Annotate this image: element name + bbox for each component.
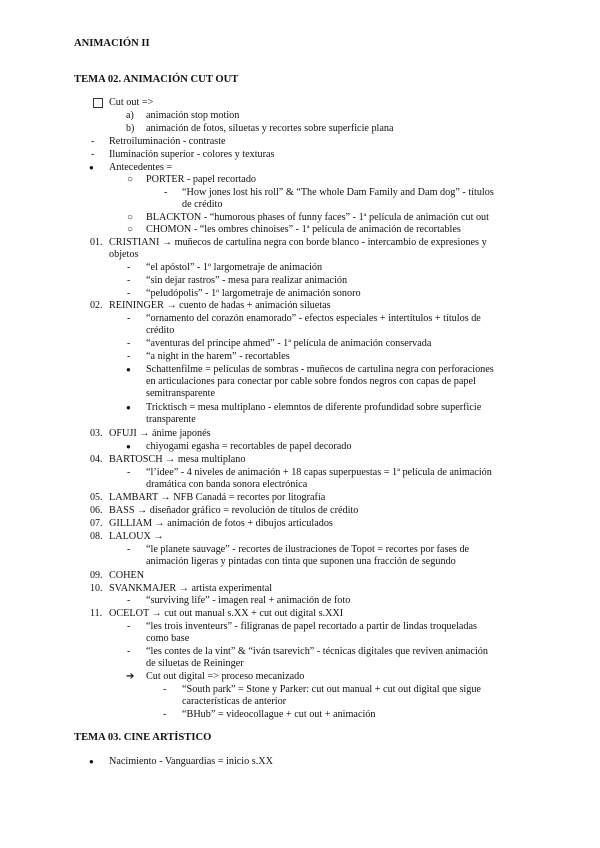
dash-icon: - [127, 313, 131, 324]
list-marker: 09. [90, 570, 103, 581]
dash-icon: - [127, 351, 131, 362]
dash-icon: - [164, 187, 168, 198]
item-text: “South park” = Stone y Parker: cut out manual + cut out digital que sigue [182, 684, 481, 695]
list-marker: 08. [90, 531, 103, 542]
dash-icon: - [127, 467, 131, 478]
item-text: “les contes de la vint” & “iván tsarevich” - técnicas digitales que reviven animación [146, 646, 488, 657]
bullet-icon: ● [89, 757, 94, 766]
item-text: REININGER → cuento de hadas + animación siluetas [109, 300, 331, 311]
item-text: Cut out digital => proceso mecanizado [146, 671, 305, 682]
list-marker: a) [126, 110, 134, 121]
dash-icon: - [127, 262, 131, 273]
dash-icon: - [127, 621, 131, 632]
list-marker: 05. [90, 492, 103, 503]
item-text: Iluminación superior - colores y texturas [109, 149, 275, 160]
dash-icon: - [163, 684, 167, 695]
item-text: GILLIAM → animación de fotos + dibujos articulados [109, 518, 333, 529]
item-text: PORTER - papel recortado [146, 174, 257, 185]
item-text: animación stop motion [146, 110, 240, 121]
item-text: Schattenfilme = películas de sombras - muñecos de cartulina negra con perforaciones [146, 364, 494, 375]
arrow-bullet-icon: ➔ [126, 671, 135, 682]
item-text: de siluetas de Reininger [146, 658, 244, 669]
bullet-icon: ● [89, 163, 94, 172]
item-text: animación de fotos, siluetas y recortes sobre superficie plana [146, 123, 394, 134]
item-text: “aventuras del príncipe ahmed” - 1ª película de animación conservada [146, 338, 432, 349]
circle-bullet-icon: ○ [127, 212, 134, 223]
checkbox-icon[interactable] [93, 98, 103, 108]
list-marker: 11. [90, 608, 103, 619]
item-text: COHEN [109, 570, 145, 581]
bullet-icon: ● [126, 442, 131, 451]
list-marker: 03. [90, 428, 103, 439]
list-marker: 10. [90, 583, 103, 594]
list-marker: 02. [90, 300, 103, 311]
dash-icon: - [127, 275, 131, 286]
item-text: como base [146, 633, 190, 644]
item-text: BLACKTON - “humorous phases of funny faces” - 1ª película de animación cut out [146, 212, 489, 223]
dash-icon: - [127, 595, 131, 606]
item-text: LALOUX → [109, 531, 164, 542]
item-text: animación ligeras y pintadas con tinta que suponen una fracción de segundo [146, 556, 456, 567]
item-text: CRISTIANI → muñecos de cartulina negra con borde blanco - intercambio de expresiones y [109, 237, 487, 248]
dash-icon: - [127, 544, 131, 555]
item-text: “How jones lost his roll” & “The whole Dam Family and Dam dog” - títulos [182, 187, 494, 198]
item-text: “l’idee” - 4 niveles de animación + 18 capas superpuestas = 1ª película de animación [146, 467, 492, 478]
item-text: CHOMON - “les ombres chinoises” - 1ª película de animación de recortables [146, 224, 461, 235]
item-text: en articulaciones para conectar por cable sobre fondos negros con capas de papel [146, 376, 476, 387]
circle-bullet-icon: ○ [127, 224, 134, 235]
item-text: SVANKMAJER → artista experimental [109, 583, 273, 594]
item-text: Nacimiento - Vanguardias = inicio s.XX [109, 756, 273, 767]
item-text: “surviving life” - imagen real + animación de foto [146, 595, 351, 606]
list-marker: 01. [90, 237, 103, 248]
item-text: “ornamento del corazón enamorado” - efectos especiales + intertítulos + títulos de [146, 313, 481, 324]
list-marker: 04. [90, 454, 103, 465]
circle-bullet-icon: ○ [127, 174, 134, 185]
item-text: características de anterior [182, 696, 287, 707]
dash-icon: - [91, 149, 95, 160]
item-text: “el apóstol” - 1º largometraje de animación [146, 262, 323, 273]
item-text: Retroiluminación - contraste [109, 136, 226, 147]
item-text: BARTOSCH → mesa multiplano [109, 454, 246, 465]
item-text: transparente [146, 414, 196, 425]
item-text: “sin dejar rastros” - mesa para realizar animación [146, 275, 348, 286]
item-text: OCELOT → cut out manual s.XX + cut out digital s.XXI [109, 608, 344, 619]
item-text: “les trois inventeurs” - filigranas de papel recortado a partir de lindas troqueladas [146, 621, 477, 632]
item-text: Tricktisch = mesa multiplano - elemntos de diferente profundidad sobre superficie [146, 402, 482, 413]
item-text: “a night in the harem” - recortables [146, 351, 290, 362]
item-text: semitransparente [146, 388, 216, 399]
dash-icon: - [127, 646, 131, 657]
item-text: OFUJI → ánime japonés [109, 428, 211, 439]
list-marker: 06. [90, 505, 103, 516]
item-text: “le planete sauvage” - recortes de ilustraciones de Topot = recortes por fases de [146, 544, 470, 555]
dash-icon: - [163, 709, 167, 720]
tema-02-title: TEMA 02. ANIMACIÓN CUT OUT [74, 74, 239, 85]
bullet-icon: ● [126, 403, 131, 412]
item-text: crédito [146, 325, 175, 336]
item-text: “peludópolis” - 1º largometraje de animación sonoro [146, 288, 361, 299]
item-text: chiyogami egasha = recortables de papel decorado [146, 441, 352, 452]
bullet-icon: ● [126, 365, 131, 374]
list-marker: 07. [90, 518, 103, 529]
tema-03-title: TEMA 03. CINE ARTÍSTICO [74, 732, 212, 743]
course-heading: ANIMACIÓN II [74, 38, 150, 49]
item-text: dramática con banda sonora electrónica [146, 479, 308, 490]
item-text: Antecedentes = [109, 162, 173, 173]
item-text: “BHub” = videocollague + cut out + animación [182, 709, 376, 720]
list-marker: b) [126, 123, 135, 134]
item-text: de crédito [182, 199, 223, 210]
dash-icon: - [127, 338, 131, 349]
dash-icon: - [127, 288, 131, 299]
item-text: BASS → diseñador gráfico = revolución de títulos de crédito [109, 505, 359, 516]
item-text: Cut out => [109, 97, 154, 108]
item-text: objetos [109, 249, 139, 260]
item-text: LAMBART → NFB Canadá = recortes por litografía [109, 492, 326, 503]
dash-icon: - [91, 136, 95, 147]
